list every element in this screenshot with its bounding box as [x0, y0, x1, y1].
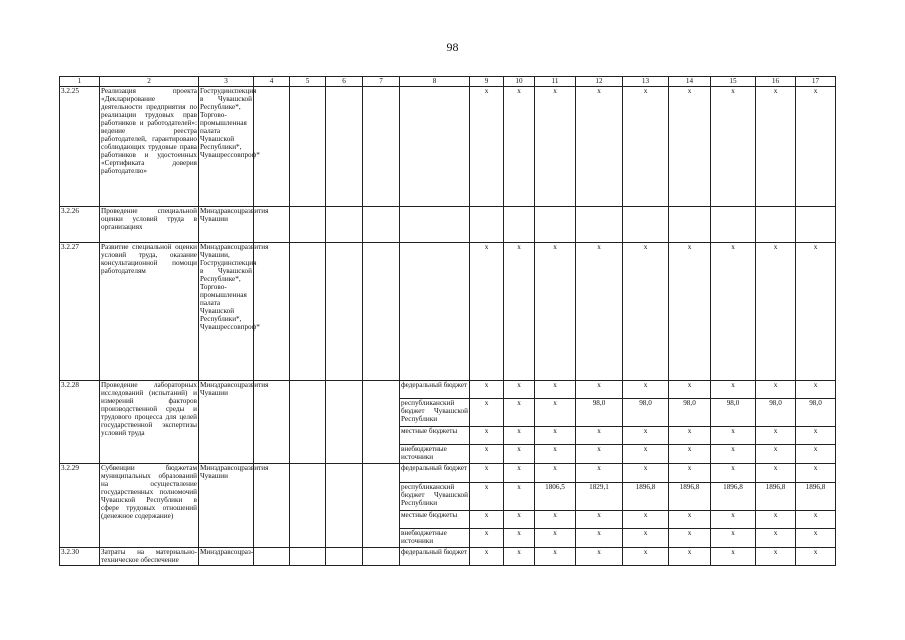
empty-cell [326, 381, 363, 464]
value-cell: x [796, 548, 836, 566]
value-cell: x [623, 243, 669, 381]
column-number: 6 [326, 77, 363, 87]
value-cell: x [623, 464, 669, 483]
row-number: 3.2.26 [60, 207, 100, 243]
value-cell: x [504, 548, 535, 566]
value-cell [669, 207, 711, 243]
value-cell: x [535, 381, 576, 399]
value-cell: x [669, 511, 711, 529]
funding-source: местные бюджеты [400, 511, 470, 529]
value-cell: x [669, 464, 711, 483]
value-cell: 98,0 [576, 399, 623, 427]
value-cell: x [711, 464, 756, 483]
empty-cell [326, 464, 363, 548]
column-number: 17 [796, 77, 836, 87]
responsible-executor: Гострудинспекция в Чувашской Республике*, Торгово-промышленная палата Чувашской Республики*, Чувашрессовпроф* [199, 87, 254, 207]
row-number: 3.2.25 [60, 87, 100, 207]
empty-cell [363, 381, 400, 464]
row-number: 3.2.29 [60, 464, 100, 548]
value-cell: x [576, 87, 623, 207]
value-cell [576, 207, 623, 243]
value-cell: x [576, 511, 623, 529]
value-cell: x [535, 399, 576, 427]
empty-cell [326, 87, 363, 207]
responsible-executor: Минздравсоцраз- [199, 548, 254, 566]
value-cell: x [756, 87, 796, 207]
value-cell: 1896,8 [711, 483, 756, 511]
value-cell: x [535, 427, 576, 445]
empty-cell [290, 548, 326, 566]
value-cell: 1896,8 [669, 483, 711, 511]
value-cell [470, 207, 504, 243]
value-cell: 98,0 [623, 399, 669, 427]
value-cell: 1896,8 [623, 483, 669, 511]
funding-source: местные бюджеты [400, 427, 470, 445]
value-cell: x [504, 427, 535, 445]
value-cell: x [470, 445, 504, 464]
value-cell: x [470, 464, 504, 483]
value-cell: x [669, 87, 711, 207]
value-cell: x [623, 511, 669, 529]
column-number: 7 [363, 77, 400, 87]
value-cell: 1896,8 [796, 483, 836, 511]
table-row [60, 207, 836, 243]
value-cell: x [796, 464, 836, 483]
value-cell: 98,0 [711, 399, 756, 427]
value-cell: x [576, 548, 623, 566]
value-cell: x [711, 445, 756, 464]
value-cell: x [576, 445, 623, 464]
empty-cell [254, 381, 290, 464]
row-number: 3.2.28 [60, 381, 100, 464]
value-cell: x [576, 381, 623, 399]
value-cell: x [470, 548, 504, 566]
measure-name: Проведение специальной оценки условий труда в организациях [100, 207, 199, 243]
funding-source: федеральный бюджет [400, 464, 470, 483]
funding-source: республиканский бюджет Чувашской Республики [400, 399, 470, 427]
program-table [59, 76, 836, 566]
empty-cell [290, 243, 326, 381]
value-cell: x [504, 87, 535, 207]
value-cell: x [711, 511, 756, 529]
column-number: 13 [623, 77, 669, 87]
value-cell: x [669, 243, 711, 381]
empty-cell [254, 464, 290, 548]
measure-name: Субвенции бюджетам муниципальных образований на осуществление государственных полномочий Чувашской Республики в сфере трудовых отношений (денежное содержание) [100, 464, 199, 548]
value-cell: x [504, 464, 535, 483]
table-row [60, 548, 836, 566]
value-cell: x [576, 464, 623, 483]
value-cell: x [711, 427, 756, 445]
value-cell: x [470, 399, 504, 427]
value-cell: x [756, 445, 796, 464]
value-cell: x [756, 381, 796, 399]
funding-source: федеральный бюджет [400, 381, 470, 399]
value-cell [623, 207, 669, 243]
value-cell: x [756, 464, 796, 483]
row-number: 3.2.30 [60, 548, 100, 566]
value-cell: x [535, 445, 576, 464]
empty-cell [290, 381, 326, 464]
empty-cell [363, 87, 400, 207]
value-cell: 98,0 [756, 399, 796, 427]
value-cell: x [470, 87, 504, 207]
responsible-executor: Минздравсоцразвития Чувашии, Гострудинспекция в Чувашской Республике*, Торгово-промышленная палата Чувашской Республики*, Чувашрессовпроф* [199, 243, 254, 381]
measure-name: Затраты на материально-техническое обеспечение [101, 548, 197, 564]
value-cell: x [796, 511, 836, 529]
value-cell: 98,0 [669, 399, 711, 427]
column-number: 3 [199, 77, 254, 87]
column-number: 1 [60, 77, 100, 87]
empty-cell [363, 548, 400, 566]
value-cell [711, 207, 756, 243]
measure-name: Развитие специальной оценки условий труда, оказание консультационной помощи работодателям [100, 243, 199, 381]
empty-cell [254, 243, 290, 381]
value-cell: x [535, 511, 576, 529]
value-cell: x [504, 511, 535, 529]
responsible-executor: Минздравсоцразвития Чувашии [199, 207, 254, 243]
funding-source: внебюджетные источники [400, 529, 470, 548]
value-cell [756, 207, 796, 243]
value-cell [535, 207, 576, 243]
value-cell: x [623, 87, 669, 207]
value-cell: x [535, 243, 576, 381]
value-cell: x [576, 427, 623, 445]
value-cell: 1896,8 [756, 483, 796, 511]
value-cell: x [796, 427, 836, 445]
column-number: 12 [576, 77, 623, 87]
table-row [60, 87, 836, 207]
column-number: 8 [400, 77, 470, 87]
empty-cell [363, 207, 400, 243]
value-cell: x [711, 529, 756, 548]
column-number: 15 [711, 77, 756, 87]
value-cell: x [796, 243, 836, 381]
value-cell: x [470, 427, 504, 445]
value-cell: x [711, 243, 756, 381]
value-cell: 1806,5 [535, 483, 576, 511]
empty-cell [326, 207, 363, 243]
empty-cell [326, 548, 363, 566]
responsible-executor: Минздравсоцразвития Чувашии [199, 464, 254, 548]
value-cell: x [535, 529, 576, 548]
value-cell: x [669, 548, 711, 566]
column-number: 2 [100, 77, 199, 87]
column-number: 11 [535, 77, 576, 87]
value-cell: x [796, 445, 836, 464]
value-cell: x [669, 427, 711, 445]
value-cell: x [796, 87, 836, 207]
funding-source: внебюджетные источники [400, 445, 470, 464]
value-cell: x [504, 445, 535, 464]
value-cell: 98,0 [796, 399, 836, 427]
column-number-row [60, 77, 836, 87]
value-cell: x [576, 243, 623, 381]
value-cell: x [711, 87, 756, 207]
value-cell: x [504, 381, 535, 399]
value-cell: x [711, 548, 756, 566]
table-row [60, 381, 836, 399]
funding-source: федеральный бюджет [400, 548, 470, 566]
empty-cell [290, 464, 326, 548]
value-cell [504, 207, 535, 243]
value-cell: x [623, 427, 669, 445]
empty-cell [363, 464, 400, 548]
page-number: 98 [446, 40, 459, 54]
value-cell: x [623, 381, 669, 399]
value-cell: x [756, 511, 796, 529]
column-number: 16 [756, 77, 796, 87]
measure-name: Проведение лабораторных исследований (испытаний) и измерений факторов производственной среды и трудового процесса для целей государственной экспертизы условий труда [100, 381, 199, 464]
value-cell: x [623, 529, 669, 548]
value-cell: x [504, 399, 535, 427]
funding-source [400, 87, 470, 207]
empty-cell [254, 87, 290, 207]
value-cell: x [796, 381, 836, 399]
column-number: 4 [254, 77, 290, 87]
measure-name: Реализация проекта «Декларирование деятельности предприятия по реализации трудовых прав работников и работодателей»: ведение реестра работодателей, гарантировано соблюдающих трудовые права работников и удостоенных «Сертификата доверия работодателю» [100, 87, 199, 207]
value-cell: 1829,1 [576, 483, 623, 511]
value-cell: x [470, 529, 504, 548]
column-number: 14 [669, 77, 711, 87]
responsible-executor: Минздравсоцразвития Чувашии [199, 381, 254, 464]
value-cell: x [470, 511, 504, 529]
empty-cell [326, 243, 363, 381]
value-cell: x [669, 445, 711, 464]
value-cell: x [669, 529, 711, 548]
value-cell: x [470, 243, 504, 381]
table-row [60, 464, 836, 483]
row-number: 3.2.27 [60, 243, 100, 381]
funding-source [400, 243, 470, 381]
table-row [60, 243, 836, 381]
value-cell: x [756, 243, 796, 381]
column-number: 10 [504, 77, 535, 87]
empty-cell [363, 243, 400, 381]
column-number: 9 [470, 77, 504, 87]
funding-source: республиканский бюджет Чувашской Республики [400, 483, 470, 511]
empty-cell [290, 207, 326, 243]
value-cell: x [796, 529, 836, 548]
value-cell [796, 207, 836, 243]
value-cell: x [535, 87, 576, 207]
value-cell: x [623, 548, 669, 566]
value-cell: x [470, 381, 504, 399]
value-cell: x [669, 381, 711, 399]
value-cell: x [504, 483, 535, 511]
value-cell: x [470, 483, 504, 511]
value-cell: x [535, 464, 576, 483]
value-cell: x [756, 529, 796, 548]
value-cell: x [504, 529, 535, 548]
value-cell: x [756, 427, 796, 445]
empty-cell [254, 548, 290, 566]
column-number: 5 [290, 77, 326, 87]
funding-source [400, 207, 470, 243]
value-cell: x [623, 445, 669, 464]
value-cell: x [504, 243, 535, 381]
empty-cell [290, 87, 326, 207]
value-cell: x [535, 548, 576, 566]
value-cell: x [576, 529, 623, 548]
value-cell: x [711, 381, 756, 399]
value-cell: x [756, 548, 796, 566]
